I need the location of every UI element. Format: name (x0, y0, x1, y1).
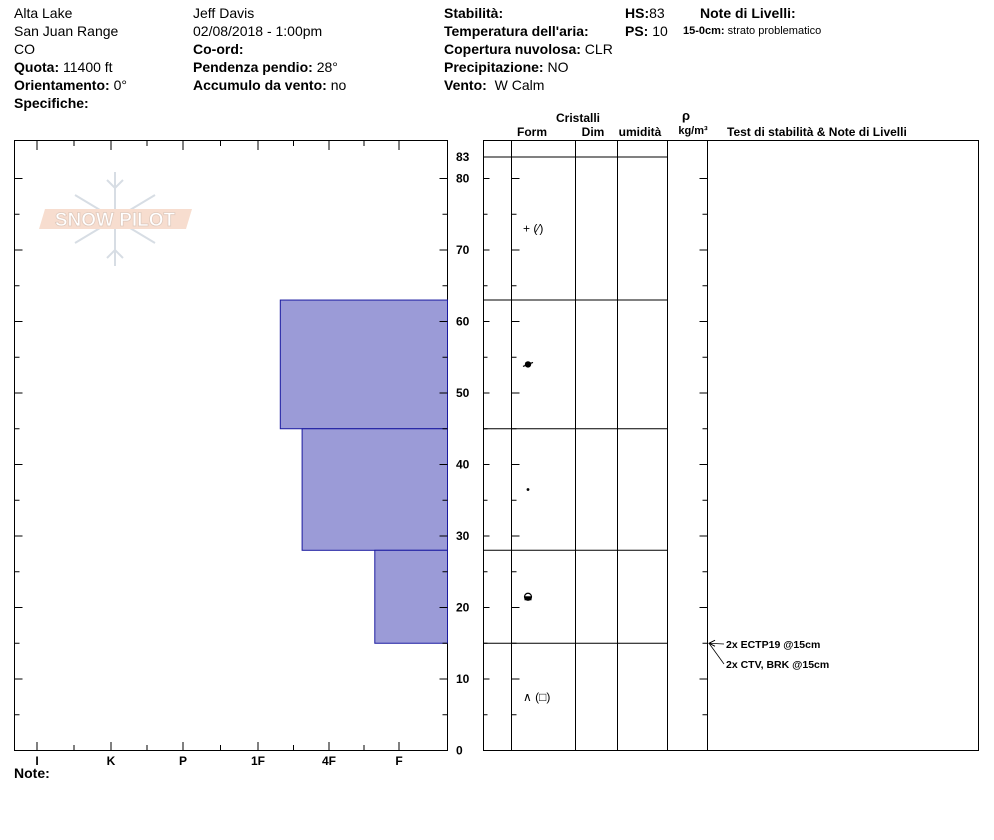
layer-bar (280, 300, 447, 429)
hardness-label: P (178, 754, 188, 768)
air-temp-label: Temperatura dell'aria: (444, 23, 589, 39)
wind-loading-value: no (330, 77, 347, 93)
slope-label: Pendenza pendio: (193, 59, 313, 75)
grain-symbol-dot (527, 488, 530, 491)
grain-form-symbols (523, 222, 550, 704)
wind-value: W Calm (494, 77, 545, 93)
hardness-label: F (395, 754, 403, 768)
elevation-value: 11400 ft (63, 59, 113, 75)
hs-label: HS: (625, 5, 650, 21)
precip-value: NO (547, 59, 569, 75)
aspect-value: 0° (113, 77, 127, 93)
site-location: Alta Lake (14, 5, 73, 21)
density-symbol-header: ρ (681, 108, 691, 123)
hardness-label: 1F (250, 754, 266, 768)
wind-loading-label: Accumulo da vento: (193, 77, 327, 93)
crystals-header: Cristalli (555, 111, 601, 125)
depth-label: 30 (456, 529, 470, 543)
cloud-value: CLR (584, 41, 613, 57)
stability-leader-line (709, 643, 724, 664)
grain-symbol-melt-fill (525, 596, 532, 600)
hardness-label: K (106, 754, 116, 768)
size-header: Dim (581, 125, 605, 139)
ps-value: 10 (652, 23, 668, 39)
slope-value: 28° (316, 59, 338, 75)
stability-test-notes (709, 639, 829, 671)
grain-symbol-text: + (⁄) (523, 221, 544, 236)
logo-text: SNOW PILOT (54, 210, 176, 231)
density-unit-header: kg/m³ (678, 125, 708, 137)
coords-label: Co-ord: (193, 41, 244, 57)
aspect-label: Orientamento: (14, 77, 110, 93)
layer-bar (302, 429, 447, 551)
specifics-label: Specifiche: (14, 95, 89, 111)
depth-label: 80 (456, 171, 470, 186)
notes-label: Note: (14, 765, 50, 781)
site-range: San Juan Range (14, 23, 119, 39)
layer-bar (375, 550, 448, 643)
layer-bars (280, 300, 447, 643)
snowpilot-logo (39, 172, 192, 266)
grain-symbol-text: ∧ (□) (523, 689, 551, 704)
stability-label: Stabilità: (444, 5, 504, 21)
depth-label: 70 (456, 243, 470, 257)
hardness-label: 4F (321, 754, 337, 768)
stability-notes-header: Test di stabilità & Note di Livelli (727, 125, 907, 139)
depth-label: 50 (456, 386, 470, 400)
observer-name: Jeff Davis (193, 5, 255, 21)
stability-test-note: 2x ECTP19 @15cm (726, 639, 821, 651)
stability-leader-line (709, 643, 724, 644)
depth-label: 10 (456, 672, 470, 686)
cloud-label: Copertura nuvolosa: (444, 41, 581, 57)
site-state: CO (14, 41, 35, 57)
elevation-label: Quota: (14, 59, 60, 75)
observation-datetime: 02/08/2018 - 1:00pm (193, 23, 323, 39)
stability-test-note: 2x CTV, BRK @15cm (726, 659, 830, 671)
wind-label: Vento: (444, 77, 487, 93)
precip-label: Precipitazione: (444, 59, 544, 75)
layer-notes-title: Note di Livelli: (700, 5, 796, 21)
moisture-header: umidità (618, 125, 662, 139)
depth-label: 40 (456, 457, 470, 472)
hs-value: 83 (649, 5, 665, 21)
depth-label: 20 (456, 600, 470, 615)
layer-note-text: strato problematico (727, 25, 822, 37)
hardness-label: I (35, 754, 39, 768)
depth-label: 0 (456, 743, 463, 758)
ps-label: PS: (625, 23, 649, 39)
depth-label: 60 (456, 314, 470, 329)
depth-top-label: 83 (456, 150, 470, 165)
layer-note-depth: 15-0cm: (683, 25, 725, 37)
form-header: Form (517, 125, 547, 139)
